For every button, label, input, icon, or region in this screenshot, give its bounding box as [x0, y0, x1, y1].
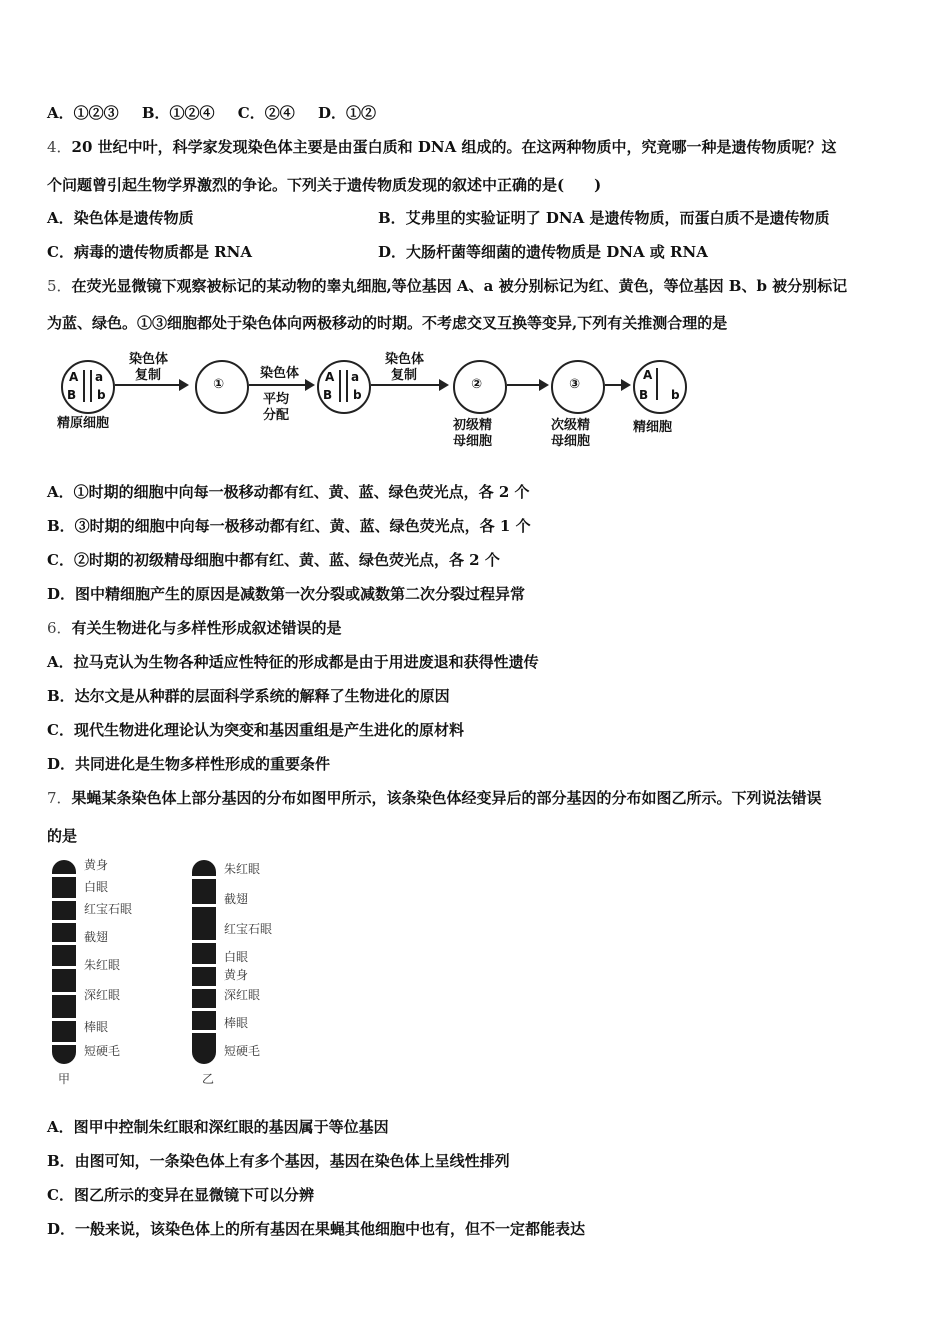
q6-stem-text: 有关生物进化与多样性形成叙述错误的是 — [71, 619, 342, 637]
chromosome-figure-jia — [48, 858, 158, 1088]
q4-option-b: B．艾弗里的实验证明了 DNA 是遗传物质，而蛋白质不是遗传物质 — [378, 209, 830, 227]
q5-option-c: C．②时期的初级精母细胞中都有红、黄、蓝、绿色荧光点，各 2 个 — [47, 551, 500, 569]
q3-option-a: A．①②③ — [47, 104, 119, 122]
q4-option-d: D．大肠杆菌等细菌的遗传物质是 DNA 或 RNA — [378, 243, 708, 261]
band — [192, 964, 216, 967]
chromosome-jia — [52, 860, 76, 1064]
q5-option-b: B．③时期的细胞中向每一极移动都有红、黄、蓝、绿色荧光点，各 1 个 — [47, 517, 531, 535]
gene-label: 棒眼 — [84, 1020, 109, 1034]
band — [52, 1042, 76, 1045]
cell-gene-a-upper: A — [69, 370, 79, 384]
q5-stem1: 在荧光显微镜下观察被标记的某动物的睾丸细胞,等位基因 A、a 被分别标记为红、黄色，等位基因 B、b 被分别标记 — [71, 277, 848, 295]
chromosome-yi — [192, 860, 216, 1064]
mid-chromosome-pair-icon — [337, 368, 351, 404]
q6-option-c: C．现代生物进化理论认为突变和基因重组是产生进化的原材料 — [47, 721, 464, 739]
q3-option-d: D．①② — [317, 104, 376, 122]
label-primary-spermatocyte-2: 母细胞 — [453, 434, 493, 449]
arrow-meiosis-1 — [507, 384, 547, 386]
arrow2-label-1: 染色体 — [260, 366, 300, 381]
circle2-label: ② — [471, 377, 483, 392]
chromosome-pair-icon — [81, 368, 95, 404]
gene-label: 棒眼 — [224, 1016, 249, 1030]
band — [192, 1030, 216, 1033]
q7-number: 7． — [47, 789, 72, 807]
label-primary-spermatocyte-1: 初级精 — [453, 418, 493, 433]
arrow1-label-2: 复制 — [135, 368, 162, 383]
cell-gene-b-upper: B — [67, 388, 77, 402]
q6-option-b: B．达尔文是从种群的层面科学系统的解释了生物进化的原因 — [47, 687, 450, 705]
q3-option-b: B．①②④ — [141, 104, 215, 122]
arrow2-label-2: 平均 — [263, 392, 290, 407]
band — [192, 904, 216, 907]
gene-label: 截翅 — [84, 930, 109, 944]
gene-label: 红宝石眼 — [224, 922, 273, 936]
circle3-label: ③ — [569, 377, 581, 392]
q7-stem1: 果蝇某条染色体上部分基因的分布如图甲所示，该条染色体经变异后的部分基因的分布如图乙所示。下列说法错误 — [71, 789, 822, 807]
q5-number: 5． — [47, 277, 72, 295]
band — [52, 920, 76, 923]
gene-label: 短硬毛 — [224, 1044, 261, 1058]
label-spermatogonium: 精原细胞 — [57, 416, 110, 431]
q7-option-c: C．图乙所示的变异在显微镜下可以分辨 — [47, 1186, 314, 1204]
circle1-label: ① — [213, 377, 225, 392]
q6-option-a: A．拉马克认为生物各种适应性特征的形成都是由于用进废退和获得性遗传 — [47, 653, 539, 671]
band — [52, 874, 76, 877]
arrow-replication-1 — [115, 384, 187, 386]
end-gene-a: A — [643, 368, 653, 382]
gene-label: 深红眼 — [224, 988, 261, 1002]
band — [52, 1018, 76, 1021]
mid-gene-a-upper: A — [325, 370, 335, 384]
gene-label: 黄身 — [84, 858, 109, 872]
mid-gene-b-lower: b — [353, 388, 362, 402]
arrow3-label-1: 染色体 — [385, 352, 425, 367]
q5-stem-line1 — [47, 276, 847, 296]
label-secondary-spermatocyte-1: 次级精 — [551, 418, 591, 433]
q6-option-d: D．共同进化是生物多样性形成的重要条件 — [47, 755, 331, 773]
meiosis-diagram — [55, 346, 695, 461]
cell-gene-a-lower: a — [95, 370, 104, 384]
q6-number: 6． — [47, 619, 72, 637]
q3-options — [47, 103, 376, 123]
q5-option-d: D．图中精细胞产生的原因是减数第一次分裂或减数第二次分裂过程异常 — [47, 585, 526, 603]
q7-option-b: B．由图可知，一条染色体上有多个基因，基因在染色体上呈线性排列 — [47, 1152, 510, 1170]
cell-gene-b-lower: b — [97, 388, 106, 402]
q7-stem-line1 — [47, 788, 822, 808]
band — [52, 966, 76, 969]
band — [52, 942, 76, 945]
mid-gene-a-lower: a — [351, 370, 360, 384]
q5-option-a: A．①时期的细胞中向每一极移动都有红、黄、蓝、绿色荧光点，各 2 个 — [47, 483, 530, 501]
q7-option-a: A．图甲中控制朱红眼和深红眼的基因属于等位基因 — [47, 1118, 389, 1136]
arrow1-label-1: 染色体 — [129, 352, 169, 367]
band — [192, 1008, 216, 1011]
q4-stem-line2: 个问题曾引起生物学界激烈的争论。下列关于遗传物质发现的叙述中正确的是( ) — [47, 176, 602, 194]
gene-label: 朱红眼 — [84, 958, 121, 972]
q4-option-c: C．病毒的遗传物质都是 RNA — [47, 243, 252, 261]
gene-label: 白眼 — [224, 950, 249, 964]
q4-number: 4． — [47, 138, 72, 156]
band — [52, 898, 76, 901]
end-chromosome-icon — [653, 366, 661, 402]
q3-option-c: C．②④ — [237, 104, 295, 122]
arrow-meiosis-2 — [605, 384, 629, 386]
gene-label: 朱红眼 — [224, 862, 261, 876]
label-sperm-cell: 精细胞 — [633, 420, 673, 435]
band — [192, 876, 216, 879]
arrow2-label-3: 分配 — [263, 408, 290, 423]
q4-option-a: A．染色体是遗传物质 — [47, 209, 194, 227]
band — [52, 992, 76, 995]
gene-label: 白眼 — [84, 880, 109, 894]
band — [192, 940, 216, 943]
gene-label: 红宝石眼 — [84, 902, 133, 916]
end-gene-b-lower: b — [671, 388, 680, 402]
q5-stem-line2: 为蓝、绿色。①③细胞都处于染色体向两极移动的时期。不考虑交叉互换等变异,下列有关推测合理的是 — [47, 314, 728, 332]
arrow3-label-2: 复制 — [391, 368, 418, 383]
q4-stem1: 20 世纪中叶，科学家发现染色体主要是由蛋白质和 DNA 组成的。在这两种物质中，究竟哪一种是遗传物质呢？这 — [71, 138, 837, 156]
gene-label: 截翅 — [224, 892, 249, 906]
q7-option-d: D．一般来说，该染色体上的所有基因在果蝇其他细胞中也有，但不一定都能表达 — [47, 1220, 586, 1238]
gene-label: 深红眼 — [84, 988, 121, 1002]
band — [192, 986, 216, 989]
arrow-segregation — [249, 384, 313, 386]
chromosome-figure-yi — [188, 858, 298, 1088]
label-secondary-spermatocyte-2: 母细胞 — [551, 434, 591, 449]
gene-label: 短硬毛 — [84, 1044, 121, 1058]
gene-label: 黄身 — [224, 968, 249, 982]
q6-stem — [47, 618, 342, 638]
figure-label-jia: 甲 — [58, 1072, 71, 1086]
q7-stem-line2: 的是 — [47, 827, 78, 845]
mid-gene-b-upper: B — [323, 388, 333, 402]
figure-label-yi: 乙 — [202, 1072, 215, 1086]
end-gene-b-upper: B — [639, 388, 649, 402]
arrow-replication-2 — [371, 384, 447, 386]
q4-stem-line1 — [47, 137, 836, 157]
